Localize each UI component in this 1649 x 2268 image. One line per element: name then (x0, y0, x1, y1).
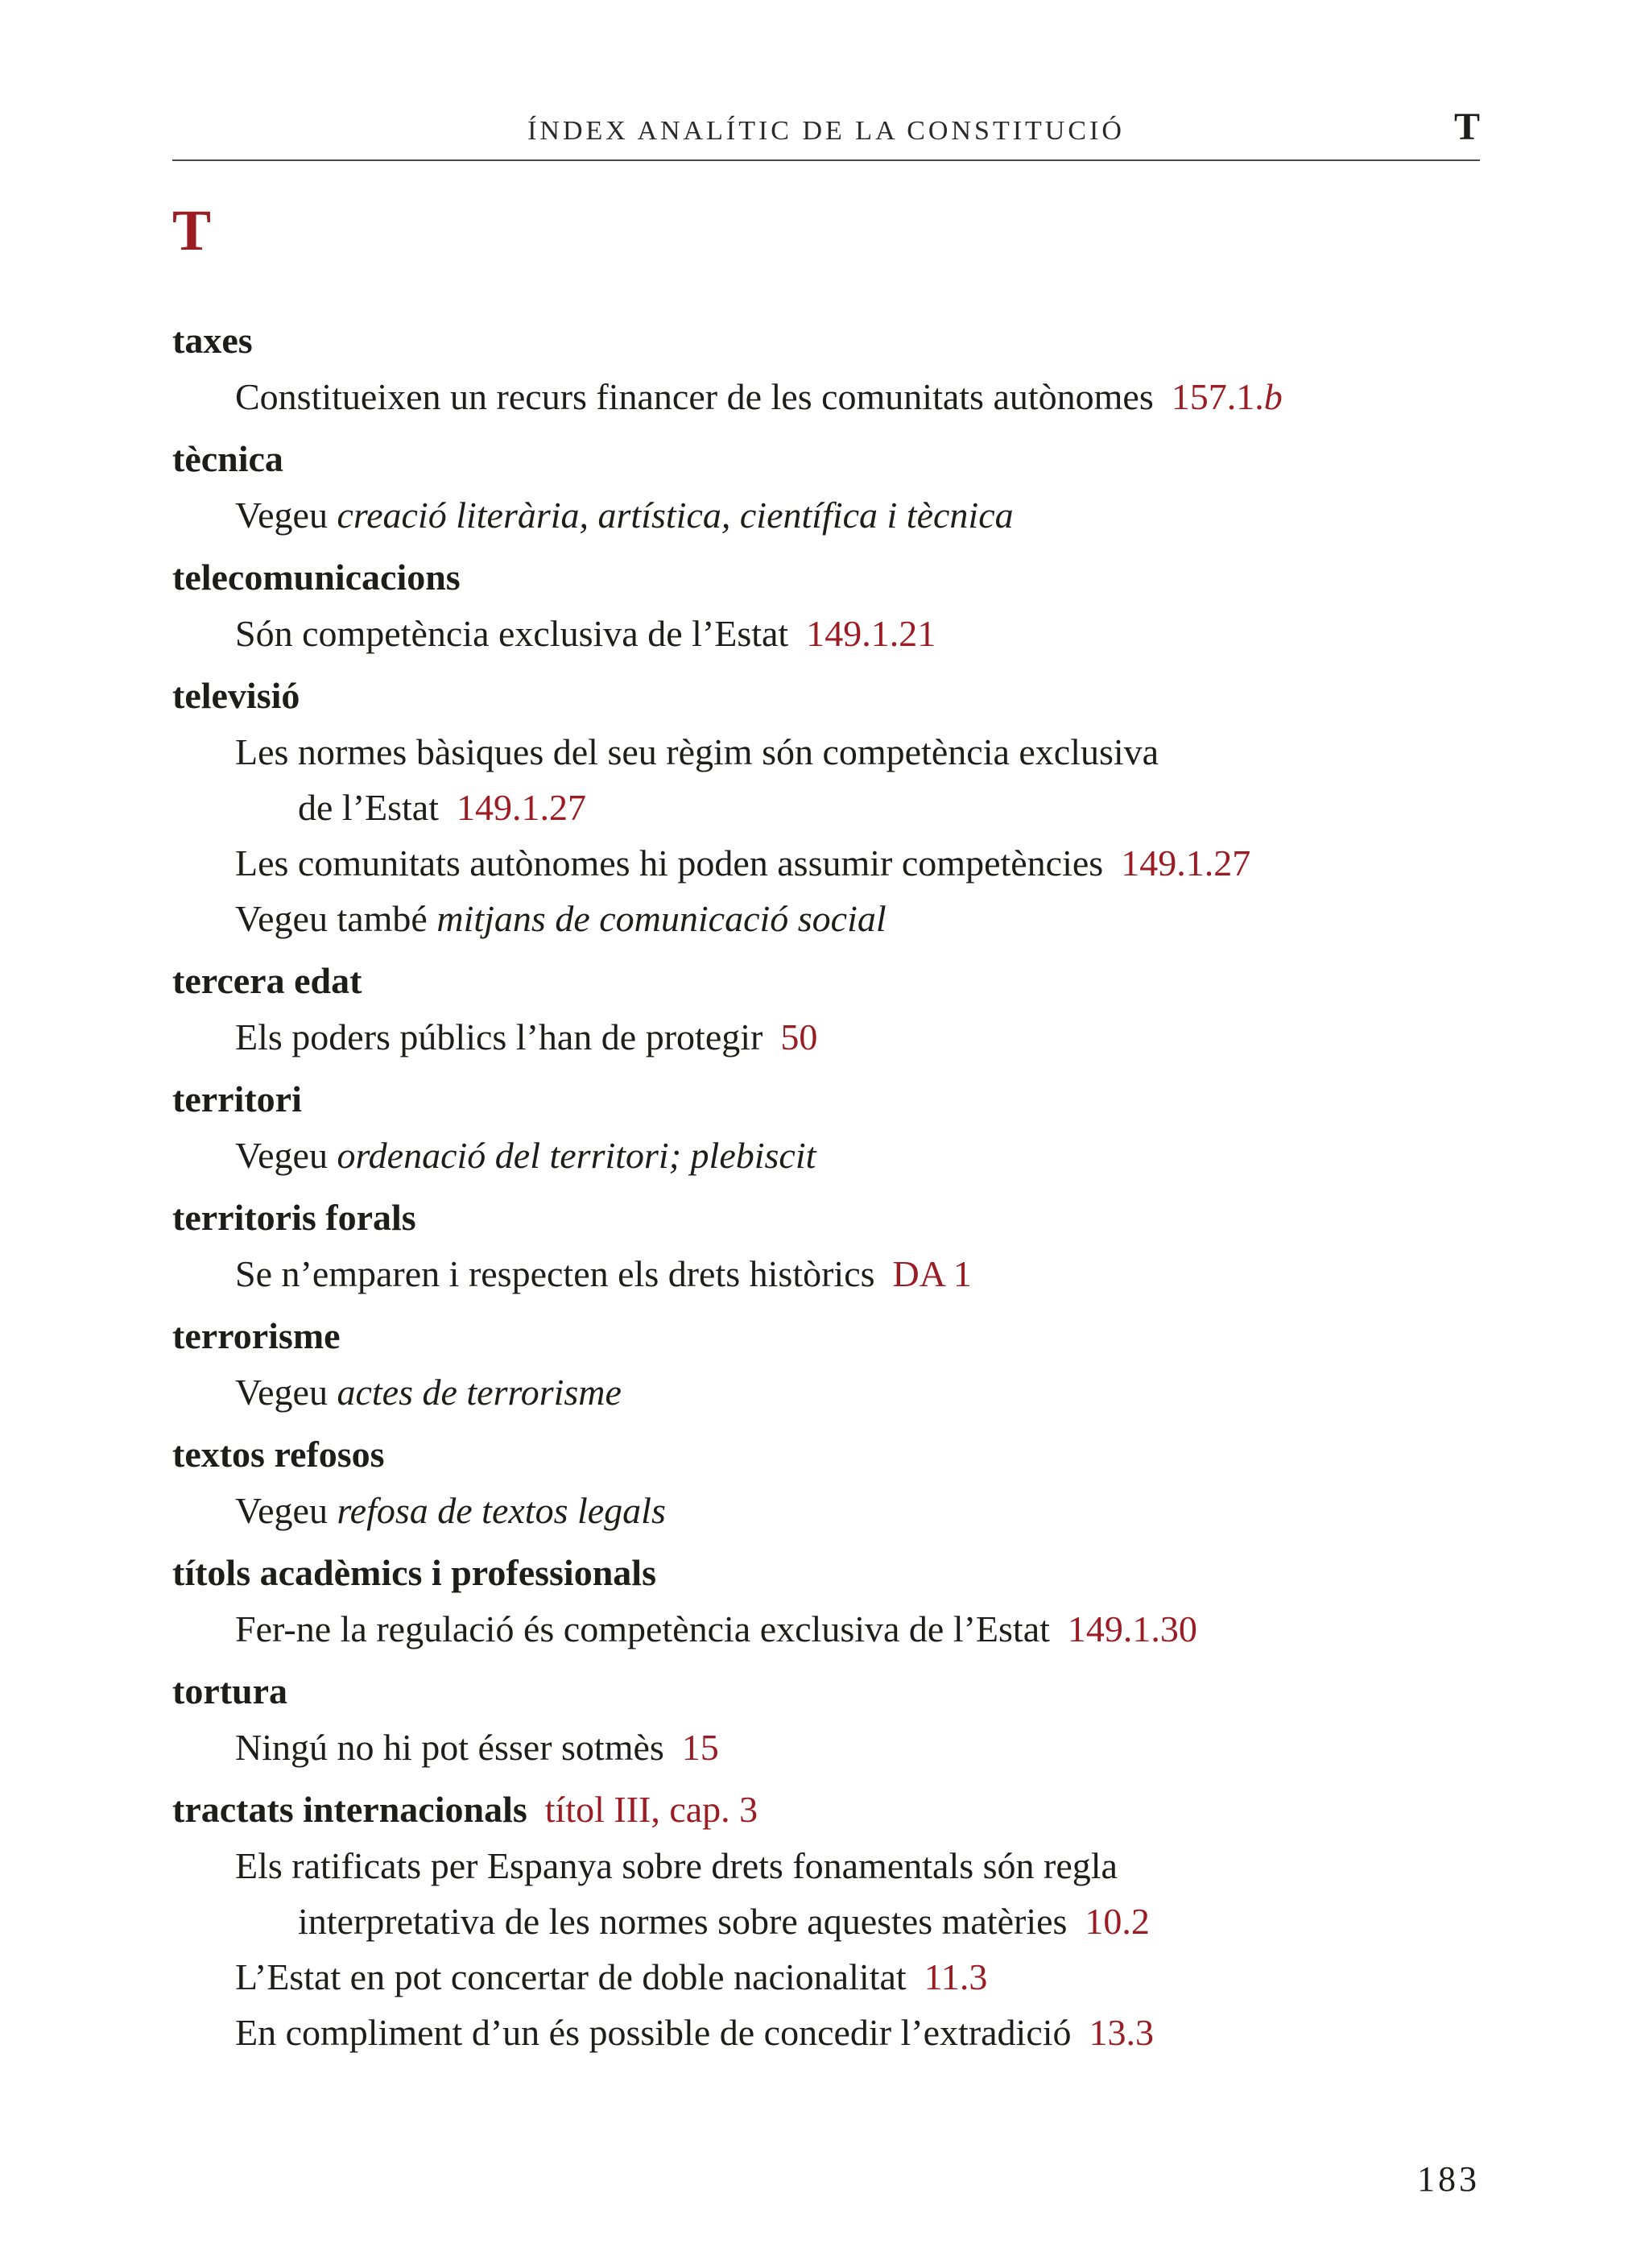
article-reference (924, 1956, 988, 1997)
entry-subentry (172, 1720, 1480, 1775)
subentry-text: Les normes bàsiques del seu règim són competència exclusiva (235, 731, 1159, 772)
section-letter: T (172, 198, 212, 263)
article-reference (682, 1727, 719, 1768)
entry-term-text: telecomunicacions (172, 557, 461, 598)
see-reference-target: mitjans de comunicació social (436, 898, 886, 939)
article-reference (1121, 842, 1250, 884)
article-reference-number: 10.2 (1085, 1901, 1150, 1942)
entry-term-text: tortura (172, 1670, 288, 1711)
article-reference (780, 1016, 817, 1057)
entry-term (172, 431, 1480, 487)
article-reference-number: 149.1.27 (1121, 842, 1251, 884)
entry-term-text: títols acadèmics i professionals (172, 1552, 656, 1593)
entry-term-text: territori (172, 1078, 302, 1120)
entry-subentry (172, 835, 1480, 891)
index-entry (172, 1308, 1480, 1420)
entry-term-text: tercera edat (172, 960, 362, 1001)
article-reference (1068, 1608, 1197, 1649)
entry-term (172, 549, 1480, 606)
subentry-text: Són competència exclusiva de l’Estat (235, 613, 789, 654)
see-reference-prefix: Vegeu també (235, 898, 428, 939)
subentry-continuation (235, 1893, 1480, 1949)
entry-term (172, 1426, 1480, 1483)
see-reference-target: creació literària, artística, científica i tècnica (337, 495, 1014, 536)
entry-term-text: territoris forals (172, 1197, 416, 1238)
entry-term (172, 668, 1480, 724)
entry-term (172, 1663, 1480, 1720)
article-reference-number: 149.1.21 (806, 613, 936, 654)
subentry-text: Se n’emparen i respecten els drets històrics (235, 1253, 875, 1294)
see-reference-target: refosa de textos legals (337, 1490, 666, 1531)
article-reference-number: 13.3 (1089, 2012, 1155, 2053)
entry-subentry (172, 1128, 1480, 1183)
entry-term-text: televisió (172, 675, 300, 716)
entry-term-text: taxes (172, 320, 253, 361)
subentry-text: En compliment d’un és possible de concedir l’extradició (235, 2012, 1072, 2053)
subentry-text: Constitueixen un recurs financer de les comunitats autònomes (235, 376, 1154, 417)
see-reference-prefix: Vegeu (235, 1135, 328, 1176)
entry-term (172, 1190, 1480, 1246)
index-entry (172, 312, 1480, 424)
entry-term (172, 953, 1480, 1009)
entry-term-reference: títol III, cap. 3 (544, 1789, 758, 1830)
index-entry (172, 1071, 1480, 1183)
article-reference (1089, 2012, 1155, 2053)
subentry-text: Els poders públics l’han de protegir (235, 1016, 763, 1057)
subentry-text: Les comunitats autònomes hi poden assumir competències (235, 842, 1104, 884)
entry-subentry (172, 1601, 1480, 1657)
page-number: 183 (1417, 2159, 1480, 2199)
article-reference-letter: b (1263, 376, 1283, 417)
entry-subentry (172, 2005, 1480, 2060)
entry-term-text: textos refosos (172, 1434, 385, 1475)
index-entry (172, 431, 1480, 543)
index-entry (172, 953, 1480, 1065)
header-rule (172, 159, 1480, 161)
entry-subentry (172, 1364, 1480, 1420)
article-reference-number: 11.3 (924, 1956, 988, 1997)
see-reference-target: ordenació del territori; plebiscit (337, 1135, 816, 1176)
entry-subentry (172, 369, 1480, 424)
entry-subentry (172, 1009, 1480, 1065)
entry-term (172, 1545, 1480, 1601)
entry-subentry (172, 1483, 1480, 1538)
index-entry (172, 1545, 1480, 1657)
subentry-continuation (235, 780, 1480, 835)
article-reference (457, 787, 586, 828)
entry-subentry (172, 724, 1480, 835)
subentry-text: L’Estat en pot concertar de doble nacionalitat (235, 1956, 907, 1997)
article-reference-number: 149.1.30 (1067, 1608, 1197, 1649)
article-reference (893, 1253, 972, 1294)
subentry-text: Fer-ne la regulació és competència exclusiva de l’Estat (235, 1608, 1050, 1649)
article-reference-number: 50 (780, 1016, 818, 1057)
running-head-letter: T (1453, 106, 1480, 148)
entry-term (172, 312, 1480, 369)
running-head (172, 106, 1480, 159)
entry-term-text: tractats internacionals (172, 1789, 527, 1830)
entry-term (172, 1782, 1480, 1838)
article-reference-number: 157.1. (1171, 376, 1264, 417)
index-entries (172, 312, 1480, 2060)
entry-term-text: terrorisme (172, 1315, 341, 1356)
index-entry (172, 1426, 1480, 1538)
subentry-text: Els ratificats per Espanya sobre drets fonamentals són regla (235, 1845, 1118, 1886)
entry-subentry (172, 891, 1480, 946)
see-reference-prefix: Vegeu (235, 1372, 328, 1413)
index-entry (172, 668, 1480, 946)
see-reference-prefix: Vegeu (235, 1490, 328, 1531)
subentry-text: Ningú no hi pot ésser sotmès (235, 1727, 664, 1768)
entry-subentry (172, 1949, 1480, 2005)
subentry-continuation-text: de l’Estat (298, 787, 439, 828)
article-reference-number: 149.1.27 (457, 787, 586, 828)
entry-term (172, 1071, 1480, 1128)
index-entry (172, 1663, 1480, 1775)
article-reference (806, 613, 936, 654)
index-entry (172, 549, 1480, 661)
entry-term-text: tècnica (172, 438, 283, 479)
entry-subentry (172, 606, 1480, 661)
entry-subentry (172, 1838, 1480, 1949)
entry-term (172, 1308, 1480, 1364)
article-reference-number: DA 1 (892, 1253, 972, 1294)
subentry-continuation-text: interpretativa de les normes sobre aquestes matèries (298, 1901, 1068, 1942)
running-head-title: ÍNDEX ANALÍTIC DE LA CONSTITUCIÓ (527, 116, 1125, 146)
see-reference-prefix: Vegeu (235, 495, 328, 536)
index-entry (172, 1782, 1480, 2060)
entry-subentry (172, 487, 1480, 543)
see-reference-target: actes de terrorisme (337, 1372, 622, 1413)
index-entry (172, 1190, 1480, 1302)
article-reference (1085, 1901, 1150, 1942)
article-reference (1172, 376, 1283, 417)
article-reference-number: 15 (681, 1727, 719, 1768)
entry-subentry (172, 1246, 1480, 1302)
